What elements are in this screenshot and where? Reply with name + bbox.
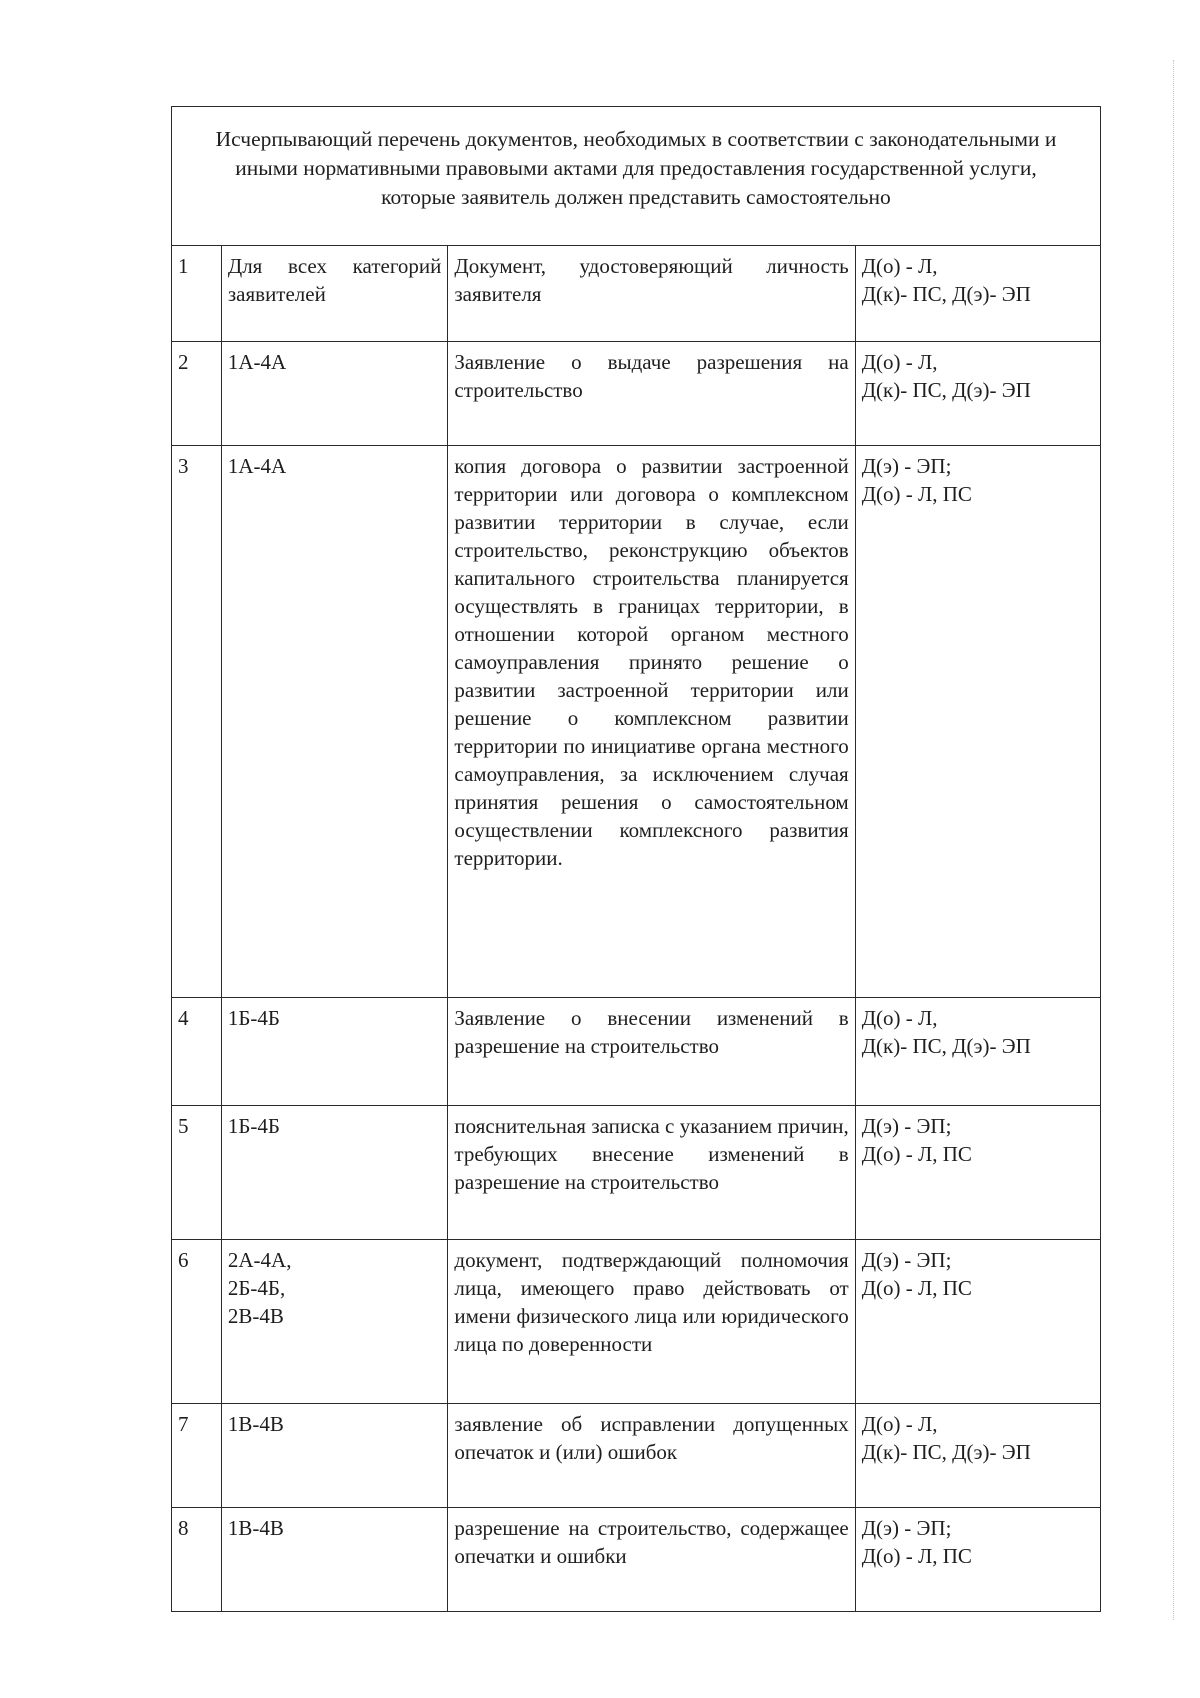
table-row (172, 1106, 1101, 1240)
row-number: 4 (172, 998, 222, 1106)
table-row (172, 1404, 1101, 1508)
table-row (172, 1240, 1101, 1404)
row-number: 2 (172, 342, 222, 446)
row-number: 6 (172, 1240, 222, 1404)
applicant-category: 2А-4А, 2Б-4Б, 2В-4В (221, 1240, 448, 1404)
document-name: копия договора о развитии застроенной территории или договора о комплексном развитии территории в случае, если строительство, реконструкцию объектов капитального строительства планируется осуществлять в границах территории, в отношении которой органом местного самоуправления принято решение о развитии застроенной территории или решение о комплексном развитии территории по инициативе органа местного самоуправления, за исключением случая принятия решения о самостоятельном осуществлении комплексного развития территории. (448, 446, 855, 998)
scan-edge-mark (1172, 60, 1174, 1620)
table-row (172, 1508, 1101, 1612)
applicant-category: 1А-4А (221, 446, 448, 998)
row-number: 1 (172, 246, 222, 342)
documents-table (171, 106, 1101, 1612)
table-row (172, 246, 1101, 342)
document-name: Заявление о выдаче разрешения на строительство (448, 342, 855, 446)
document-name: документ, подтверждающий полномочия лица, имеющего право действовать от имени физического лица или юридического лица по доверенности (448, 1240, 855, 1404)
document-name: заявление об исправлении допущенных опечаток и (или) ошибок (448, 1404, 855, 1508)
submission-form: Д(о) - Л, Д(к)- ПС, Д(э)- ЭП (855, 342, 1100, 446)
applicant-category: Для всех категорий заявителей (221, 246, 448, 342)
applicant-category: 1Б-4Б (221, 998, 448, 1106)
row-number: 5 (172, 1106, 222, 1240)
document-name: пояснительная записка с указанием причин, требующих внесение изменений в разрешение на строительство (448, 1106, 855, 1240)
applicant-category: 1А-4А (221, 342, 448, 446)
applicant-category: 1В-4В (221, 1508, 448, 1612)
table-header-row (172, 107, 1101, 246)
table-row (172, 446, 1101, 998)
submission-form: Д(о) - Л, Д(к)- ПС, Д(э)- ЭП (855, 1404, 1100, 1508)
applicant-category: 1Б-4Б (221, 1106, 448, 1240)
table-row (172, 342, 1101, 446)
row-number: 8 (172, 1508, 222, 1612)
row-number: 7 (172, 1404, 222, 1508)
submission-form: Д(э) - ЭП; Д(о) - Л, ПС (855, 1240, 1100, 1404)
submission-form: Д(о) - Л, Д(к)- ПС, Д(э)- ЭП (855, 246, 1100, 342)
applicant-category: 1В-4В (221, 1404, 448, 1508)
submission-form: Д(э) - ЭП; Д(о) - Л, ПС (855, 1508, 1100, 1612)
document-name: Документ, удостоверяющий личность заявителя (448, 246, 855, 342)
submission-form: Д(о) - Л, Д(к)- ПС, Д(э)- ЭП (855, 998, 1100, 1106)
table-title: Исчерпывающий перечень документов, необходимых в соответствии с законодательными и иными нормативными правовыми актами для предоставления государственной услуги, которые заявитель должен представить самостоятельно (172, 107, 1101, 246)
submission-form: Д(э) - ЭП; Д(о) - Л, ПС (855, 446, 1100, 998)
document-name: Заявление о внесении изменений в разрешение на строительство (448, 998, 855, 1106)
table-row (172, 998, 1101, 1106)
row-number: 3 (172, 446, 222, 998)
submission-form: Д(э) - ЭП; Д(о) - Л, ПС (855, 1106, 1100, 1240)
document-name: разрешение на строительство, содержащее опечатки и ошибки (448, 1508, 855, 1612)
